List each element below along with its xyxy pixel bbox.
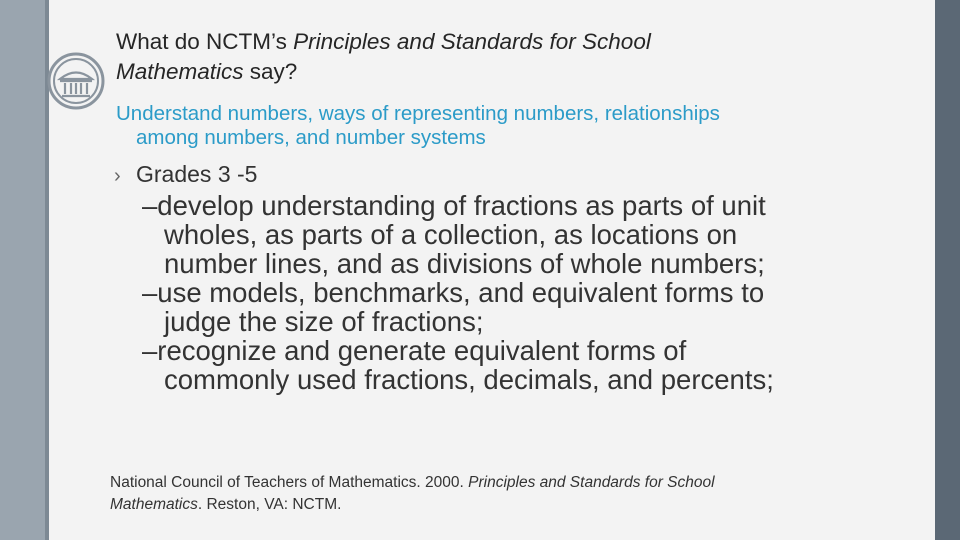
grades-heading xyxy=(114,160,257,190)
standards-list xyxy=(142,191,912,394)
building-columns-icon xyxy=(47,52,105,110)
slide-subtitle xyxy=(116,102,906,150)
list-item xyxy=(142,278,912,336)
right-decorative-bar xyxy=(935,0,960,540)
citation xyxy=(110,472,870,516)
list-item xyxy=(142,336,912,394)
citation-italic-part1: Principles and Standards for School xyxy=(468,474,715,491)
chevron-right-icon: › xyxy=(114,165,121,187)
bullet-1-line1: –develop understanding of fractions as parts of unit xyxy=(142,190,766,221)
slide-title xyxy=(116,27,906,87)
title-prefix: What do NCTM’s xyxy=(116,29,294,54)
left-decorative-bar xyxy=(0,0,49,540)
title-italic-part2: Mathematics xyxy=(116,59,244,84)
citation-italic-part2: Mathematics xyxy=(110,496,198,513)
bullet-2-line2: judge the size of fractions; xyxy=(164,306,484,337)
bullet-2-line1: –use models, benchmarks, and equivalent forms to xyxy=(142,277,765,308)
subtitle-line1: Understand numbers, ways of representing numbers, relationships xyxy=(116,102,720,125)
citation-suffix: . Reston, VA: NCTM. xyxy=(197,496,342,513)
subtitle-line2: among numbers, and number systems xyxy=(136,126,486,149)
bullet-1-line3: number lines, and as divisions of whole numbers; xyxy=(164,248,765,279)
bullet-1-line2: wholes, as parts of a collection, as locations on xyxy=(164,219,738,250)
citation-prefix: National Council of Teachers of Mathematics. 2000. xyxy=(110,474,469,491)
title-italic-part1: Principles and Standards for School xyxy=(293,29,651,54)
list-item xyxy=(142,191,912,278)
bullet-3-line1: –recognize and generate equivalent forms of xyxy=(142,335,687,366)
grades-label: Grades 3 -5 xyxy=(136,161,258,187)
bullet-3-line2: commonly used fractions, decimals, and percents; xyxy=(164,364,774,395)
title-suffix: say? xyxy=(243,59,298,84)
